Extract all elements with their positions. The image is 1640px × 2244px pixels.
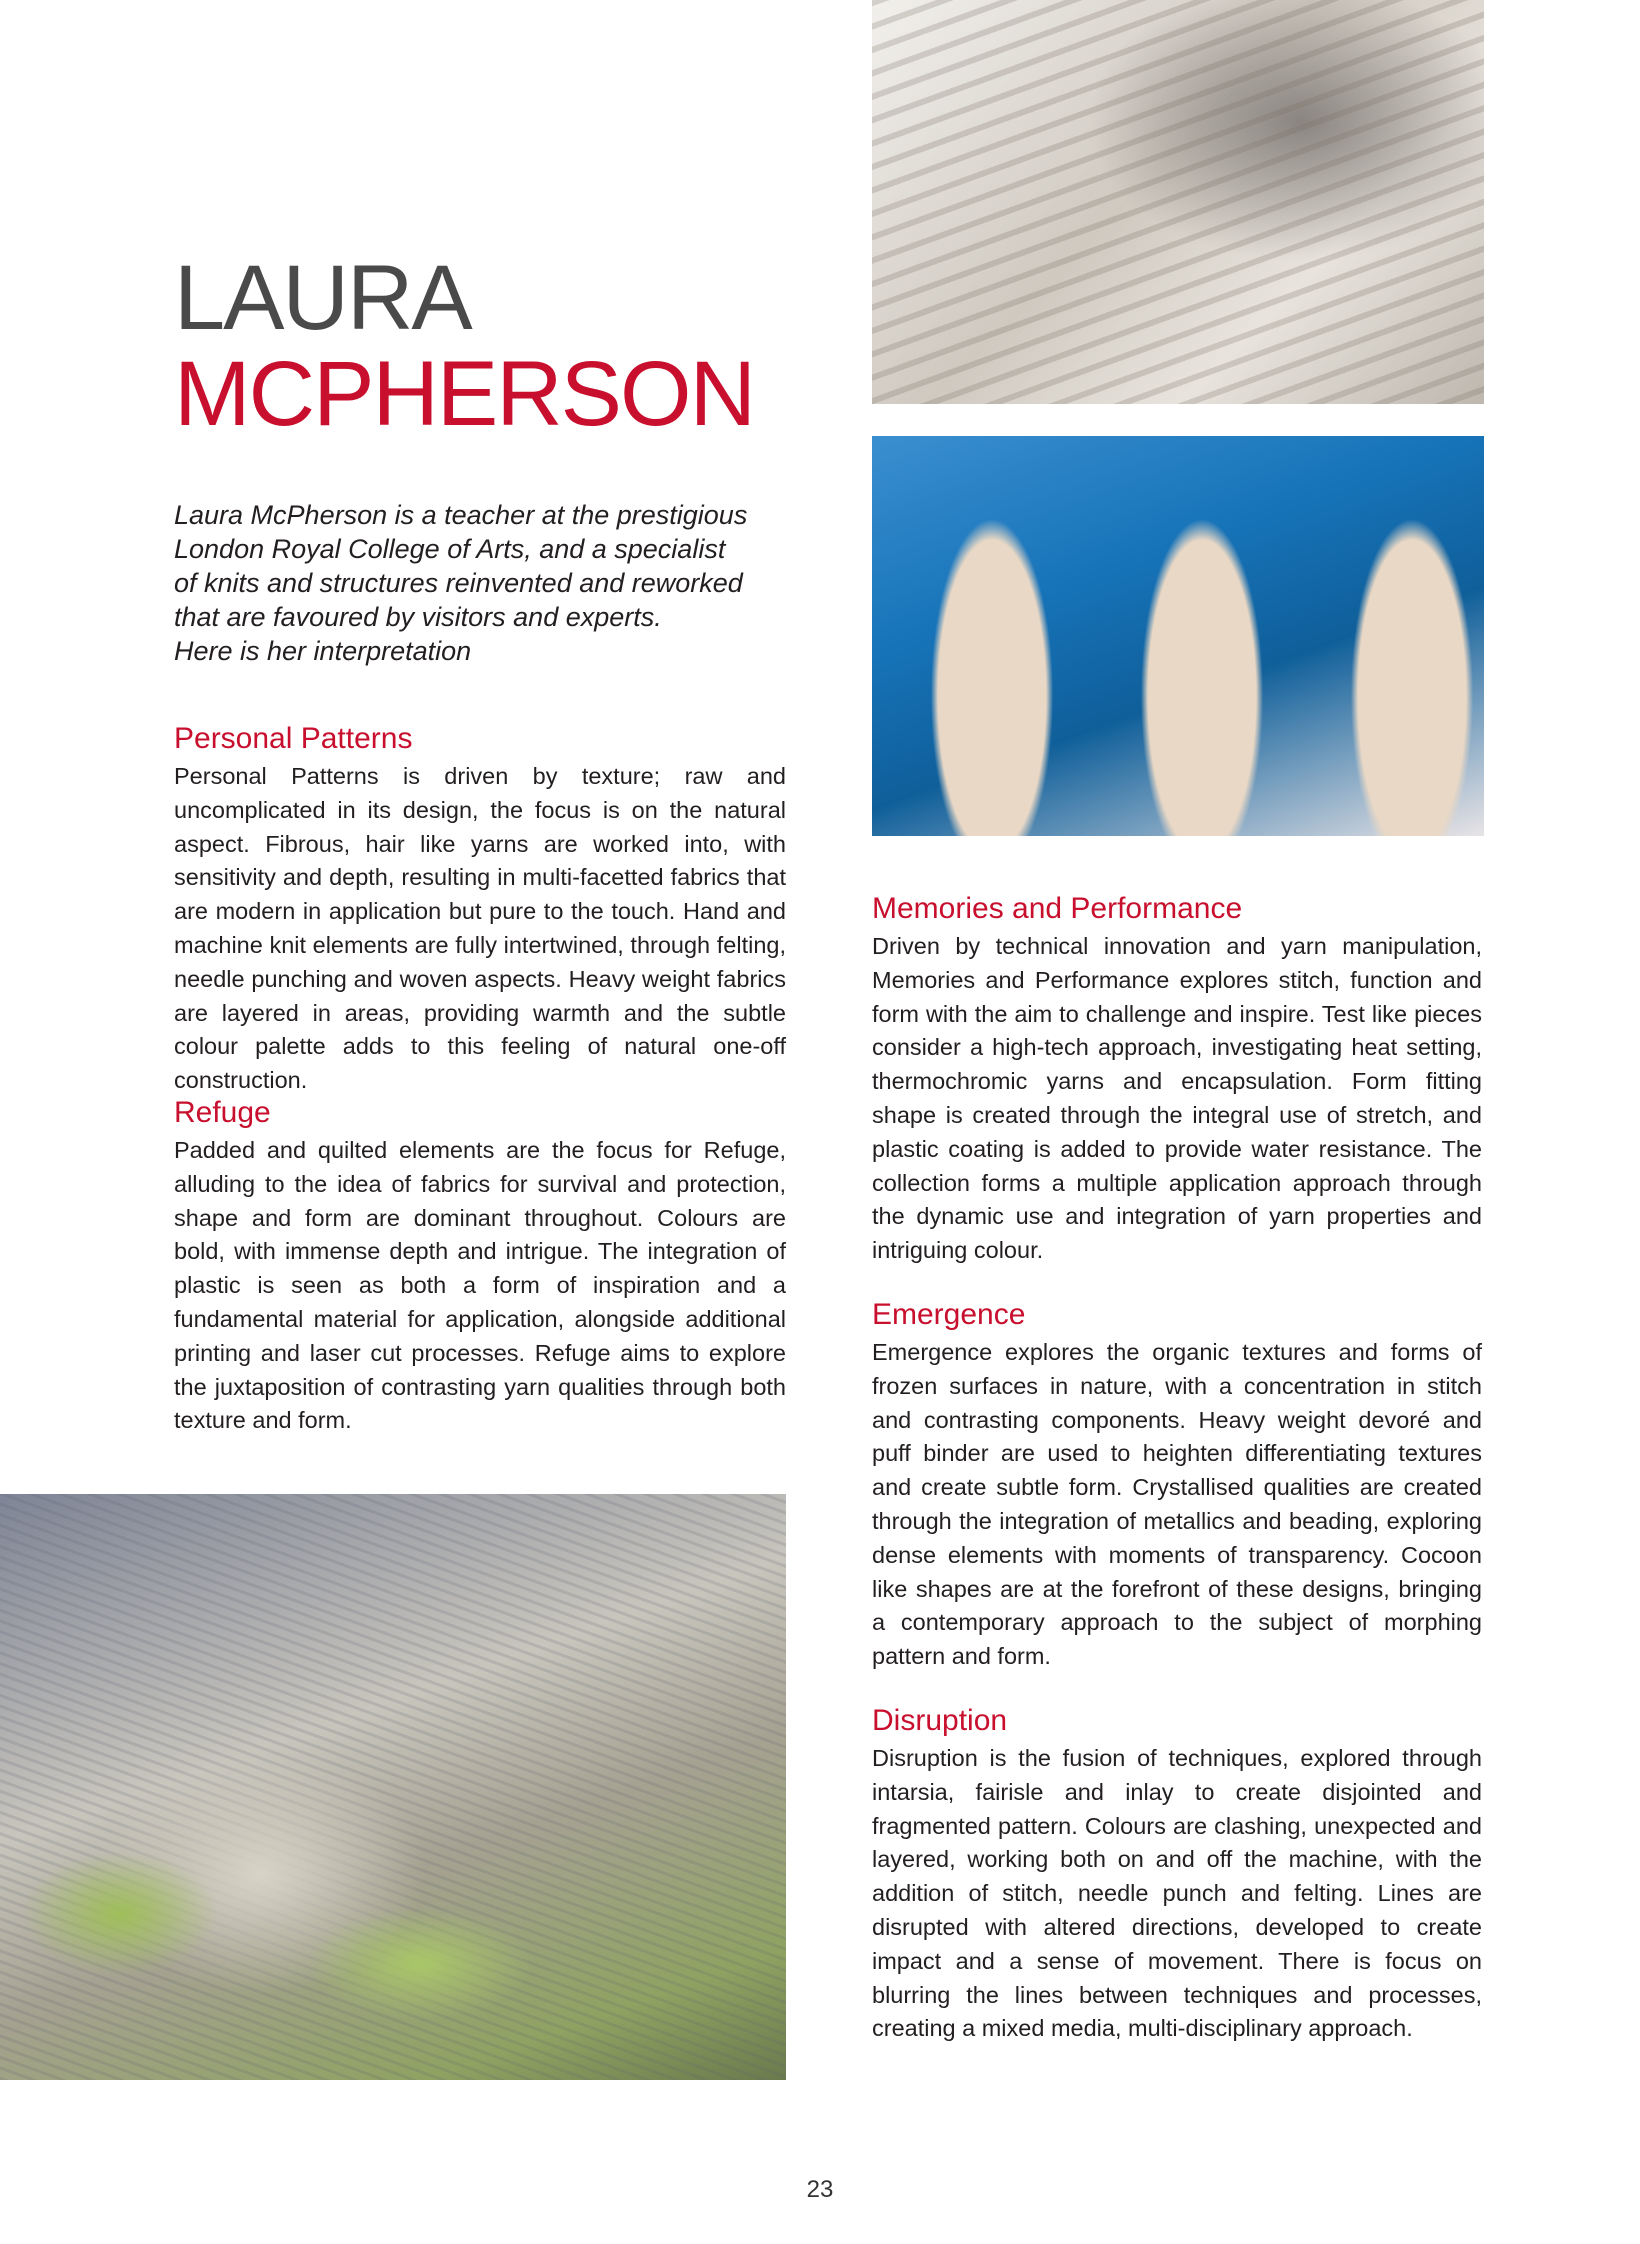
section-heading: Personal Patterns [174, 722, 413, 755]
section-heading: Refuge [174, 1096, 271, 1129]
section-refuge [174, 1096, 786, 1438]
title-last-name: MCPHERSON [174, 343, 755, 445]
intro-paragraph: Laura McPherson is a teacher at the prestigious London Royal College of Arts, and a specialist of knits and structures reinvented and reworked that are favoured by visitors and experts. Here is her interpretation [174, 500, 748, 666]
knit-texture-photo-top [872, 0, 1484, 404]
section-body: Padded and quilted elements are the focus for Refuge, alluding to the idea of fabrics for survival and protection, shape and form are dominant throughout. Colours are bold, with immense depth and intrigue. The integration of plastic is seen as both a form of inspiration and a fundamental material for application, alongside additional printing and laser cut processes. Refuge aims to explore the juxtaposition of contrasting yarn qualities through both texture and form. [174, 1137, 786, 1434]
green-textured-knit-photo [0, 1494, 786, 2080]
blue-knit-photo [872, 436, 1484, 836]
page-title [174, 247, 755, 445]
section-body: Personal Patterns is driven by texture; raw and uncomplicated in its design, the focus is on the natural aspect. Fibrous, hair like yarns are worked into, with sensitivity and depth, resulting in multi-facetted fabrics that are modern in application but pure to the touch. Hand and machine knit elements are fully intertwined, through felting, needle punching and woven aspects. Heavy weight fabrics are layered in areas, providing warmth and the subtle colour palette adds to this feeling of natural one-off construction. [174, 763, 786, 1094]
section-memories-performance [872, 892, 1482, 1268]
page-number: 23 [806, 2176, 834, 2203]
section-body: Emergence explores the organic textures and forms of frozen surfaces in nature, with a concentration in stitch and contrasting components. Heavy weight devoré and puff binder are used to heighten differentiating textures and create subtle form. Crystallised qualities are created through the integration of metallics and beading, exploring dense elements with moments of transparency. Cocoon like shapes are at the forefront of these designs, bringing a contemporary approach to the subject of morphing pattern and form. [872, 1339, 1482, 1670]
section-heading: Emergence [872, 1298, 1026, 1331]
title-first-name: LAURA [174, 247, 471, 349]
section-heading: Disruption [872, 1704, 1008, 1737]
section-disruption [872, 1704, 1482, 2046]
section-heading: Memories and Performance [872, 892, 1243, 925]
section-body: Driven by technical innovation and yarn manipulation, Memories and Performance explores stitch, function and form with the aim to challenge and inspire. Test like pieces consider a high-tech approach, investigating heat setting, thermochromic yarns and encapsulation. Form fitting shape is created through the integral use of stretch, and plastic coating is added to provide water resistance. The collection forms a multiple application approach through the dynamic use and integration of yarn properties and intriguing colour. [872, 933, 1482, 1264]
section-emergence [872, 1298, 1482, 1674]
section-personal-patterns [174, 722, 786, 1098]
section-body: Disruption is the fusion of techniques, explored through intarsia, fairisle and inlay to create disjointed and fragmented pattern. Colours are clashing, unexpected and layered, working both on and off the machine, with the addition of stitch, needle punch and felting. Lines are disrupted with altered directions, developed to create impact and a sense of movement. There is focus on blurring the lines between techniques and processes, creating a mixed media, multi-disciplinary approach. [872, 1745, 1482, 2042]
